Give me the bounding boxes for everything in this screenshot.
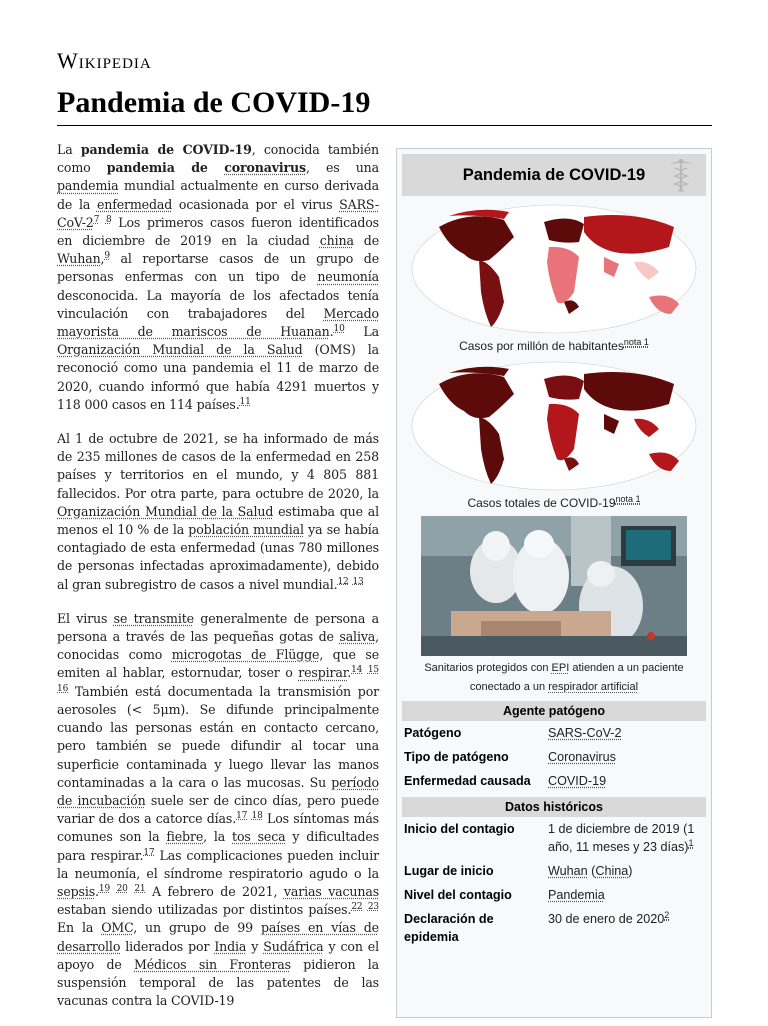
row-label: Lugar de inicio xyxy=(404,864,494,878)
ref-link[interactable]: 12 xyxy=(337,576,349,587)
row-value xyxy=(548,772,706,790)
row-label: Patógeno xyxy=(404,726,462,740)
article-paragraph-3: El virus se transmite generalmente de persona a persona a través de las pequeñas gotas de saliva, conocidas como microgotas de Flügge, que se emiten al hablar, estornudar, toser o respirar.$^{14}$ $^{15}$ $^{16}$ También está documentada la transmisión por aerosoles (< 5μm). Se difunde principalmente cuando las personas están en contacto cercano, pero también se puede difundir al tocar una superficie contaminada y luego llevar las manos contaminadas a la cara o las mucosas. Su período de incubación suele ser de cinco días, pero puede variar de dos a catorce días.$^{17}$ $^{18}$ Los síntomas más comunes son la fiebre, la tos seca y dificultades para respirar.$^{17}$ Las complicaciones pueden incluir la neumonía, el síndrome respiratorio agudo o la sepsis.$^{19}$ $^{20}$ $^{21}$ A febrero de 2021, varias vacunas estaban siendo utilizadas por distintos países.$^{22}$ $^{23}$ En la OMC, un grupo de 99 países en vías de desarrollo liderados por India y Sudáfrica y con el apoyo de Médicos sin Fronteras pidieron la suspensión temporal de las patentes de las vacunas contra la COVID-19 xyxy=(57,610,380,1009)
article-link[interactable]: china xyxy=(319,233,354,249)
infobox-row-lugar xyxy=(402,859,706,883)
ref-link[interactable]: 23 xyxy=(367,901,380,912)
article-body xyxy=(57,141,379,1026)
ref-link[interactable]: 17 xyxy=(143,847,155,858)
world-map-total-cases[interactable] xyxy=(409,359,699,494)
page-title: Pandemia de COVID-19 xyxy=(57,86,371,119)
infobox-row-declaracion xyxy=(402,907,706,949)
article-link[interactable]: SARS-CoV-2 xyxy=(57,196,379,230)
sars-cov-2-link[interactable]: SARS-CoV-2 xyxy=(548,726,622,740)
map2-note-link[interactable]: nota 1 xyxy=(615,494,641,504)
ref-link[interactable]: 9 xyxy=(104,251,110,262)
article-link[interactable]: Médicos sin Fronteras xyxy=(134,956,291,972)
infobox-row-nivel xyxy=(402,883,706,907)
article-link[interactable]: Organización Mundial de la Salud xyxy=(57,503,274,519)
declaration-date-text: 30 de enero de 2020 xyxy=(548,912,665,926)
epi-link[interactable]: EPI xyxy=(551,662,570,674)
article-link[interactable]: coronavirus xyxy=(224,160,306,176)
pandemia-link[interactable]: Pandemia xyxy=(548,888,605,902)
respirador-link[interactable]: respirador artificial xyxy=(548,681,639,693)
map2-caption xyxy=(397,496,711,510)
map1-note-link[interactable]: nota 1 xyxy=(623,337,649,347)
article-link[interactable]: período de incubación xyxy=(57,774,379,808)
ref-link[interactable]: 22 xyxy=(351,901,363,912)
map2-caption-text: Casos totales de COVID-19 xyxy=(467,496,616,510)
ref-link[interactable]: 17 xyxy=(236,810,248,821)
article-link[interactable]: respirar xyxy=(298,665,348,681)
row-label: Enfermedad causada xyxy=(404,774,531,788)
row-label: Declaración de epidemia xyxy=(404,912,494,944)
caduceus-icon xyxy=(664,156,698,194)
row-label: Nivel del contagio xyxy=(404,888,512,902)
row-value xyxy=(548,724,706,742)
ref-link[interactable]: 20 xyxy=(116,883,128,894)
ref-link[interactable]: 7 xyxy=(93,214,100,225)
infobox-title-text: Pandemia de COVID-19 xyxy=(462,165,646,184)
covid-19-link[interactable]: COVID-19 xyxy=(548,774,607,788)
section-datos-historicos: Datos históricos xyxy=(402,797,706,817)
row-label: Inicio del contagio xyxy=(404,822,515,836)
ref-link[interactable]: 13 xyxy=(352,576,364,587)
article-link[interactable]: sepsis xyxy=(57,883,96,899)
row-value: Wuhan (China) xyxy=(548,864,633,878)
wuhan-link[interactable]: Wuhan xyxy=(548,864,588,878)
article-link[interactable]: pandemia xyxy=(57,178,119,194)
china-link[interactable]: China xyxy=(595,864,629,878)
ref-link[interactable]: 1 xyxy=(688,837,694,848)
infobox-row-enfermedad xyxy=(402,769,706,793)
ref-link[interactable]: 2 xyxy=(664,909,670,920)
article-link[interactable]: se transmite xyxy=(113,610,194,626)
infobox-row-patogeno xyxy=(402,721,706,745)
world-map-cases-per-million[interactable] xyxy=(409,202,699,337)
article-link[interactable]: tos seca xyxy=(232,829,286,845)
bold-text: pandemia de COVID-19 xyxy=(80,142,252,157)
ref-link[interactable]: 8 xyxy=(105,214,112,225)
title-divider xyxy=(57,125,712,126)
article-link[interactable]: población mundial xyxy=(188,522,304,538)
map1-caption xyxy=(397,339,711,353)
ref-link[interactable]: 10 xyxy=(333,323,345,334)
article-link[interactable]: India xyxy=(214,938,247,954)
article-link[interactable]: Organización Mundial de la Salud xyxy=(57,342,303,358)
photo-caption-mid: atienden a un paciente conectado a un xyxy=(469,662,684,693)
infobox-title xyxy=(402,154,706,196)
article-link[interactable]: OMC xyxy=(101,920,134,936)
photo-caption-pre: Sanitarios protegidos con xyxy=(424,662,552,674)
ref-link[interactable]: 15 xyxy=(367,665,379,676)
coronavirus-link[interactable]: Coronavirus xyxy=(548,750,616,764)
article-link[interactable]: países en vías de desarrollo xyxy=(57,920,379,954)
wikipedia-wordmark[interactable]: Wikipedia xyxy=(57,48,152,73)
row-value xyxy=(548,910,706,946)
article-link[interactable]: enfermedad xyxy=(96,196,173,212)
row-value xyxy=(548,886,706,904)
healthcare-workers-photo[interactable] xyxy=(421,516,687,656)
article-link[interactable]: Sudáfrica xyxy=(263,938,324,954)
article-link[interactable]: Mercado mayorista de mariscos de Huanan xyxy=(57,305,379,340)
infobox-row-tipo xyxy=(402,745,706,769)
ref-link[interactable]: 11 xyxy=(239,396,251,407)
article-link[interactable]: fiebre xyxy=(166,829,204,845)
row-value xyxy=(548,748,706,766)
article-link[interactable]: Wuhan xyxy=(57,251,101,267)
article-link[interactable]: saliva xyxy=(339,629,376,645)
ref-link[interactable]: 14 xyxy=(351,665,363,676)
bold-text: pandemia de xyxy=(106,160,225,176)
photo-caption xyxy=(405,659,703,697)
row-value xyxy=(548,820,706,856)
section-agente-patogeno: Agente patógeno xyxy=(402,701,706,721)
ref-link[interactable]: 21 xyxy=(134,883,146,894)
ref-link[interactable]: 18 xyxy=(251,810,263,821)
infobox-row-inicio xyxy=(402,817,706,859)
article-paragraph-2: Al 1 de octubre de 2021, se ha informado de más de 235 millones de casos de la enfermedad en 258 países y territorios en el mundo, y 4 805 881 fallecidos. Por otra parte, para octubre de 2020, la Organización Mundial de la Salud estimaba que al menos el 10 % de la población mundial ya se había contagiado de esta enfermedad (unas 780 millones de personas infectadas aproximadamente), debido al gran subregistro de casos a nivel mundial.$^{12}$ $^{13}$ xyxy=(57,431,380,592)
start-date-text: 1 de diciembre de 2019 (1 año, 11 meses y 23 días) xyxy=(548,822,695,854)
article-link[interactable]: varias vacunas xyxy=(283,883,380,899)
row-label: Tipo de patógeno xyxy=(404,750,509,764)
article-link[interactable]: neumonía xyxy=(317,269,379,285)
map1-caption-text: Casos por millón de habitantes xyxy=(459,339,624,353)
article-link[interactable]: microgotas de Flügge xyxy=(171,647,320,663)
infobox xyxy=(396,148,712,1018)
ref-link[interactable]: 16 xyxy=(57,683,69,694)
article-paragraph-1: La pandemia de COVID-19, conocida también como pandemia de coronavirus, es una pandemia mundial actualmente en curso derivada de la enfermedad ocasionada por el virus SARS-$CoV-2^7$ $^8$ Los primeros casos fueron identificados en diciembre de 2019 en la ciudad china de Wuhan,$^9$ al reportarse casos de un grupo de personas enfermas con un tipo de neumonía desconocida. La mayoría de los afectados tenía vinculación con trabajadores del Mercado mayorista de mariscos de Huanan.$^{10}$ La Organización Mundial de la Salud (OMS) la reconoció como una pandemia el 11 de marzo de 2020, cuando informó que había 4291 muertos y 118 000 casos en 114 países.$^{11}$ xyxy=(57,142,379,412)
ref-link[interactable]: 19 xyxy=(98,883,111,894)
